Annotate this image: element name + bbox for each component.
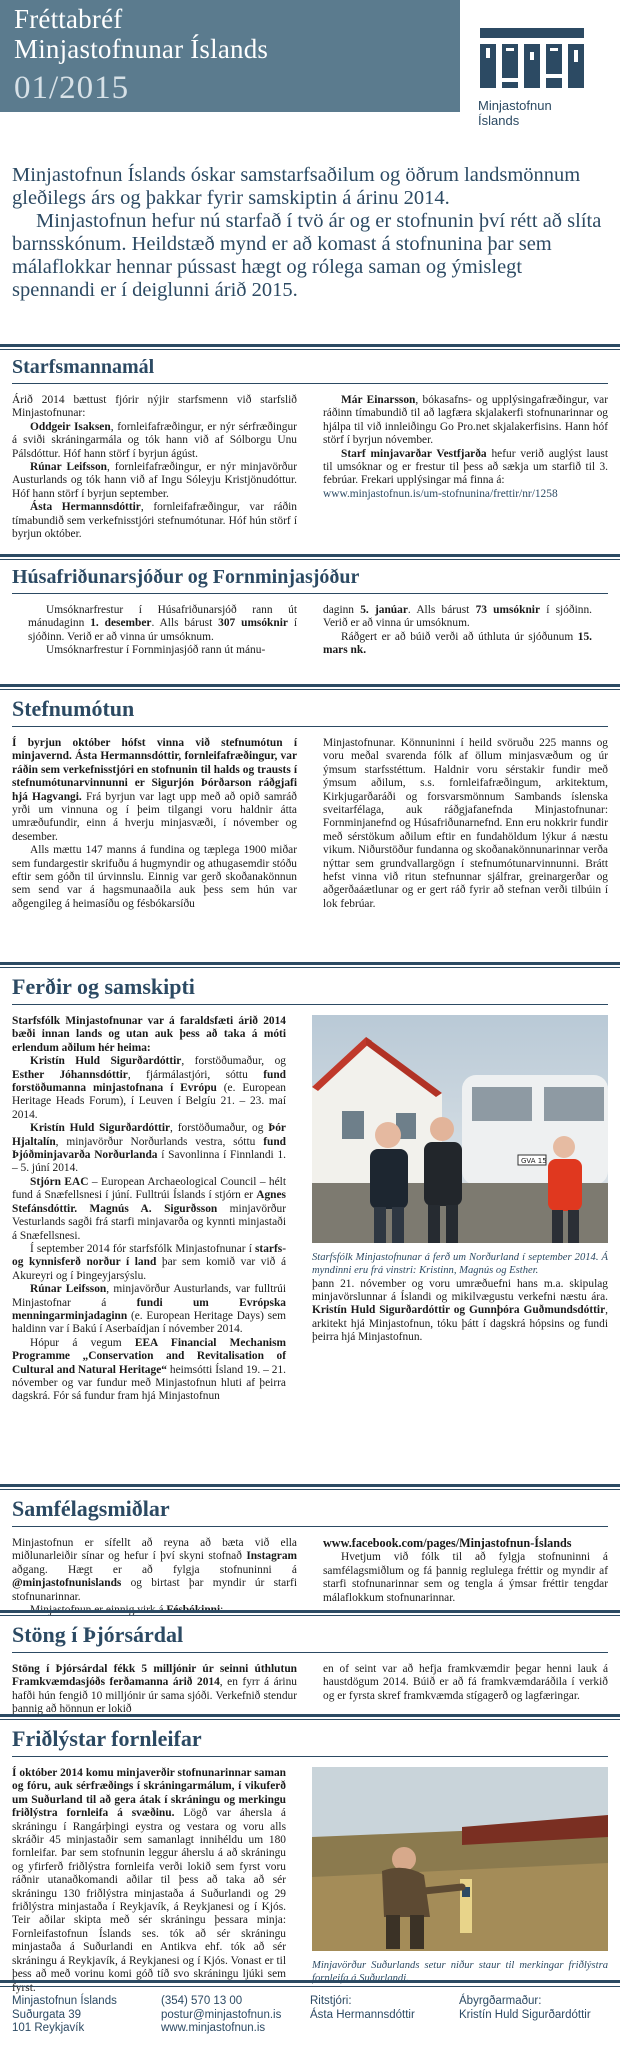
paragraph: Umsóknarfrestur í Fornminjasjóð rann út mánu- — [46, 644, 266, 657]
logo-text-line1: Minjastofnun — [478, 98, 552, 113]
paragraph-text: Minjastofnun er einnig virk á — [30, 1604, 167, 1617]
paragraph-text: . Alls bárust — [151, 617, 219, 630]
footer-responsible-label: Ábyrgðarmaður: — [459, 1995, 542, 2007]
section-stong — [0, 1610, 620, 1717]
logo-mark-icon — [476, 22, 588, 92]
event-name: fund Þjóðminjavarða Norðurlanda — [12, 1135, 286, 1162]
job-ad-link[interactable]: www.minjastofnun.is/um-stofnunina/frettir/nr/1258 — [323, 487, 558, 500]
person-name: Agnes Stefánsdóttir. Magnús A. Sigurðsson — [12, 1189, 286, 1215]
newsletter-title-line1: Fréttabréf — [14, 4, 123, 34]
photo-caption: Minjavörður Suðurlands setur niður staur til merkingar friðlýstra fornleifa á Suðurlandi. — [312, 1960, 608, 1984]
paragraph-text: daginn — [323, 604, 361, 616]
lead-text: Í október 2014 komu minjaverðir stofnunarinnar saman og fóru, auk sérfræðings í skráningarmálum, í vikuferð um Suðurland til að gera átak í skráningu og merkingu friðlýstra fornleifa á svæðinu. — [12, 1767, 286, 1820]
person-name: Kristín Huld Sigurðardóttir — [30, 1055, 182, 1068]
person-name: Rúnar Leifsson — [30, 1283, 107, 1296]
footer — [0, 1980, 620, 2036]
logo — [476, 22, 606, 128]
section-title: Friðlýstar fornleifar — [12, 1726, 202, 1751]
paragraph-text: þar sem komið var við á Akureyri og í Þingeyjarsýslu. — [12, 1256, 287, 1282]
facebook-link[interactable]: www.facebook.com/pages/Minjastofnun-Íslands — [323, 1536, 572, 1550]
footer-responsible-name: Kristín Huld Sigurðardóttir — [459, 2008, 591, 2021]
logo-text — [478, 98, 606, 128]
paragraph-text: , fjármálastjóri, sóttu — [127, 1068, 264, 1081]
footer-phone: (354) 570 13 00 — [161, 1995, 243, 2007]
section-stefnumotun — [0, 684, 620, 911]
paragraph-text: Umsóknarfrestur í Húsafriðunarsjóð rann út mánudaginn — [28, 604, 297, 630]
person-name: Kristín Huld Sigurðardóttir og Gunnþóra Guðmundsdóttir — [312, 1304, 606, 1317]
paragraph-text: (e. European Heritage Heads Forum), í Leuven í Belgíu 21. – 23. maí 2014. — [12, 1082, 286, 1121]
person-name: Oddgeir Isaksen — [30, 420, 111, 433]
staff-trip-photo-illustration — [312, 1015, 608, 1243]
event-name: fundi um Evrópska menningarminjadaginn — [12, 1296, 287, 1322]
person-name: Már Einarsson — [341, 394, 416, 406]
logo-text-line2: Íslands — [478, 113, 520, 128]
event-name: fund forstöðumanna minjastofnana í Evrópu — [12, 1068, 286, 1095]
paragraph-text: Í september 2014 fór starfsfólk Minjastofnunar í — [30, 1242, 255, 1255]
van-plate-text: GVA 15 — [521, 1157, 547, 1165]
section-samfelagsmidlar — [0, 1484, 620, 1617]
footer-street: Suðurgata 39 — [12, 2008, 82, 2021]
paragraph-text: , fornleifafræðingur, er nýr sérfræðingur á sviði skráningarmála og tók hann við af Sólborgu Unu Pálsdóttur. Hóf hann störf í byrjun ágúst. — [12, 420, 297, 460]
platform-name: Fésbókinni — [166, 1604, 221, 1617]
paragraph-text: , bókasafns- og upplýsingafræðingur, var ráðinn tímabundið til að lagfæra skjalakerfi stofnunarinnar og hjálpa til við innleiðingu Go Pro.net skjalakerfisins. Hann hóf störf í byrjun nóvember. — [323, 394, 609, 447]
footer-email[interactable]: postur@minjastofnun.is — [161, 2008, 282, 2021]
footer-contact — [161, 1995, 310, 2036]
person-name: Esther Jóhannsdóttir — [12, 1068, 128, 1081]
footer-org-name: Minjastofnun Íslands — [12, 1995, 117, 2007]
event-name: starfs- og kynnisferð norður í land — [12, 1242, 286, 1269]
paragraph-text: Minjastofnun er sífellt að reyna að bæta við ella miðlunarleiðir sínar og hefur í því skyni stofnað — [12, 1537, 297, 1563]
paragraph-text: , minjavörður Norðurlands vestra, sóttu — [55, 1135, 264, 1148]
deadline: 1. desember — [90, 617, 152, 630]
paragraph-text: , en fyrr á árinu hafði hún fengið 10 milljónir úr sama sjóði. Verkefnið stendur þannig að hönnun er lokið — [12, 1676, 297, 1716]
allocation-date: 15. mars nk. — [323, 630, 592, 657]
instagram-handle[interactable]: @minjastofnunislands — [12, 1577, 122, 1590]
paragraph-text: , minjavörður Austurlands, var fulltrúi Minjastofnar á — [12, 1283, 287, 1309]
section-title: Húsafriðunarsjóður og Fornminjasjóður — [12, 566, 360, 588]
photo-staff-trip — [312, 1015, 608, 1247]
paragraph-text: Hópur á vegum — [30, 1336, 135, 1349]
person-name: Ásta Hermannsdóttir — [30, 501, 141, 514]
section-title: Ferðir og samskipti — [12, 974, 195, 999]
footer-editor-name: Ásta Hermannsdóttir — [310, 2008, 415, 2021]
intro-paragraph-2: Minjastofnun hefur nú starfað í tvö ár og er stofnunin því rétt að slíta barnsskónum. Heildstæð mynd er að komast á stofnunina þar sem málaflokkar hennar pússast hægt og rólega saman og ýmislegt spennandi er í deiglunni árið 2015. — [12, 210, 602, 301]
paragraph-text: Frá byrjun var lagt upp með að opið samráð yrði um vinnuna og í þeim tilgangi voru haldnir átta umræðufundir, einn á hverju minjasvæði, í nóvember og desember. — [12, 790, 297, 843]
paragraph-text: í sjóðinn. Verið er að vinna úr umsóknum. — [323, 604, 592, 630]
section-title: Stöng í Þjórsárdal — [12, 1622, 184, 1647]
photo-marker-post — [312, 1767, 608, 1955]
paragraph-text: : — [220, 1604, 224, 1617]
paragraph: Minjastofnunar. Könnuninni í heild svöruðu 225 manns og voru meðal svarenda fólk af öllum minjasvæðum og úr ýmsum starfsstéttum. Haldnir voru sérstakir fundir með ýmsum aðilum, s.s. fornleifafræðingum, arkitektum, Kirkjugarðaráði og forsvarsmönnum Sambands íslenska sveitarfélaga, auk ráðgjafanefnda Minjastofnunar: Fornminjanefnd og Húsafriðunarnefnd. Enn eru nokkrir fundir með sérstökum aðilum eftir en fundahöldum lýkur á næstu vikum. Niðurstöður fundanna og skoðanakönnunarinnar verða nýttar sem grundvallargögn í stefnumótunarvinnunni. Brátt hefst vinna við ritun stefnunnar sjálfrar, greinargerðar og aðgerðaáætlunar og er gert ráð fyrir að stefnan verði tilbúin í lok febrúar. — [323, 737, 609, 910]
paragraph-text: (e. European Heritage Days) sem haldinn var í Bakú í Aserbaídjan í nóvember 2014. — [12, 1309, 286, 1336]
paragraph-text: í Savonlinna í Finnlandi 1. – 5. júní 2014. — [12, 1149, 287, 1175]
programme-name: EEA Financial Mechanism Programme „Conservation and Revitalisation of Cultural and Natural Heritage“ — [12, 1336, 286, 1376]
paragraph-text: , forstöðumaður, og — [170, 1122, 269, 1135]
lead-text: Stöng í Þjórsárdal fékk 5 milljónir úr seinni úthlutun Framkvæmdasjóðs ferðamanna árið 2014 — [12, 1663, 297, 1689]
footer-responsible — [459, 1995, 608, 2036]
paragraph-text: , fornleifafræðingur, er nýr minjavörður Austurlands og tók hann við af Ingu Sóleyju Kristjönudóttur. Hóf hann störf í byrjun september. — [12, 461, 297, 500]
paragraph-text: heimsótti Ísland 19. – 21. nóvember og var fundur með Minjastofnun hluti af þeirra dagskrá. Fór sá fundur fram hjá Minjastofnun — [12, 1363, 286, 1403]
section-title: Starfsmannamál — [12, 356, 155, 378]
paragraph-text: aðgang. Hægt er að fylgja stofnuninni á — [12, 1563, 297, 1576]
paragraph-text: , fornleifafræðingur, var ráðin tímabundið sem verkefnisstjóri stefnumótunar. Hóf hún störf í byrjun október. — [12, 501, 297, 541]
paragraph-text: , forstöðumaður, og — [181, 1055, 286, 1068]
issue-number: 01/2015 — [14, 70, 130, 106]
newsletter-title-line2: Minjastofnunar Íslands — [14, 34, 269, 64]
title-block — [0, 0, 460, 112]
deadline: 5. janúar — [360, 604, 408, 616]
section-fridlystar-fornleifar — [0, 1714, 620, 1995]
paragraph-text: þann 21. nóvember og voru umræðuefni hans m.a. skipulag minjavörslunnar á Íslandi og mikilvægustu verkefni næstu ára. — [312, 1277, 608, 1303]
paragraph-text: – European Archaeological Council – hélt fund á Snæfellsnesi í júní. Fulltrúi Íslands í stjórn er — [12, 1175, 287, 1202]
footer-address — [12, 1995, 161, 2036]
marker-post-photo-illustration — [312, 1767, 608, 1951]
person-name: Þór Hjaltalín — [12, 1122, 286, 1148]
paragraph: Alls mættu 147 manns á fundina og tæplega 1900 miðar sem fundargestir skrifuðu á hugmyndir og athugasemdir stóðu eftir sem góðn til úrvinnslu. Einnig var gerð skoðanakönnun sem send var á hagsmunaaðila auk þess sem hún var aðgengileg á heimasíðu og fésbókarsíðu — [12, 844, 297, 910]
section-title: Stefnumótun — [12, 696, 135, 721]
footer-website[interactable]: www.minjastofnun.is — [161, 2022, 266, 2034]
paragraph: Árið 2014 bættust fjórir nýjir starfsmenn við starfslið Minjastofnunar: — [12, 394, 297, 420]
paragraph-text: , arkitekt hjá Minjastofnun, tóku þátt í dagskrá hópsins og fundi þeirra hjá Minjastofnun. — [312, 1304, 608, 1344]
section-husafridunarsjodur — [0, 554, 620, 658]
application-count: 307 umsóknir — [218, 617, 288, 630]
section-starfsmannamal — [0, 344, 620, 541]
paragraph-text: og birtast þar myndir úr starfi stofnunarinnar. — [12, 1577, 297, 1603]
paragraph-text: minjavörður Vesturlands sagði frá starfi minjavarða og kynnti minjastaði á Snæfellsnesi. — [12, 1202, 286, 1242]
paragraph-text: Ráðgert er að búið verði að úthluta úr sjóðunum — [341, 630, 578, 643]
paragraph-text: . Alls bárust — [407, 604, 476, 616]
platform-name: Instagram — [246, 1550, 297, 1563]
intro-paragraph-1: Minjastofnun Íslands óskar samstarfsaðilum og öðrum landsmönnum gleðilegs árs og þakkar fyrir samskiptin á árinu 2014. — [12, 164, 581, 209]
lead-text: Starfsfólk Minjastofnunar var á faraldsfæti árið 2014 bæði innan lands og utan auk þess að taka á móti erlendum aðilum hér heima: — [12, 1015, 286, 1054]
paragraph-text: Lögð var áhersla á skráningu í Rangárþingi eystra og vestara og voru alls skráðir 45 minjastaðir sem samanlagt innihéldu um 180 fornleifar. Þar sem stofnunin leggur áherslu á að skráningu og yfirferð friðlýstra fornleifa verði lokið sem fyrst voru ráðnir utanaðkomandi aðilar til þess að taka að sér skráningu 130 friðlýstra minjastaða á Suðurlandi og 29 friðlýstra minjastaða í Reykjavík, á Reykjanesi og í Kjós. Teir aðilar skipta með sér skráningu þessara minja: Fornleifastofnun Íslands ses. tók að sér skráningu minjastaða á Suðurlandi en Antikva ehf. tók að sér skráningu á Reykjavík, á Reykjanesi og í Kjós. Vonast er til þess að með vorinu komi góð tíð svo skráningu ljúki sem fyrst. — [12, 1807, 286, 1994]
paragraph: Hvetjum við fólk til að fylgja stofnuninni á samfélagsmiðlum og fá þannig reglulega fréttir og myndir af starfi stofnunarinnar sem og tengla á ýmsar fréttir tengdar málaflokkum stofnunarinnar. — [323, 1551, 608, 1604]
paragraph-text: í sjóðinn. Verið er að vinna úr umsóknum. — [28, 617, 297, 643]
application-count: 73 umsóknir — [475, 604, 541, 616]
organization-name: Stjórn EAC — [30, 1175, 89, 1188]
footer-editor — [310, 1995, 459, 2036]
person-name: Kristín Huld Sigurðardóttir — [30, 1122, 171, 1135]
footer-city: 101 Reykjavík — [12, 2022, 85, 2034]
section-title: Samfélagsmiðlar — [12, 1496, 170, 1521]
lead-text: Í byrjun október hófst vinna við stefnumótun í minjavernd. Ásta Hermannsdóttir, fornleifafræðingur, var ráðin sem verkefnisstjóri en stofnunin til halds og trausts í stefnumótunarvinnunni er Sigurjón Þórðarson ráðgjafi hjá Hagvangi. — [12, 737, 297, 803]
section-ferdir — [0, 962, 620, 1404]
photo-caption: Starfsfólk Minjastofnunar á ferð um Norðurland í september 2014. Á myndinni eru frá vinstri: Kristinn, Magnús og Esther. — [312, 1252, 608, 1276]
paragraph: en of seint var að hefja framkvæmdir þegar henni lauk á haustdögum 2014. Búið er að fá framkvæmdaráðila í verkið og er fyrsta skref framkvæmda stígagerð og lagfæringar. — [323, 1663, 608, 1702]
person-name: Rúnar Leifsson — [30, 461, 108, 474]
header — [0, 0, 620, 128]
job-title: Starf minjavarðar Vestfjarða — [341, 447, 487, 460]
footer-editor-label: Ritstjóri: — [310, 1995, 352, 2007]
paragraph-text: hefur verið auglýst laust til umsóknar og er frestur til þess að sækja um starfið til 3. febrúar. Frekari upplýsingar má finna á: — [323, 447, 608, 487]
